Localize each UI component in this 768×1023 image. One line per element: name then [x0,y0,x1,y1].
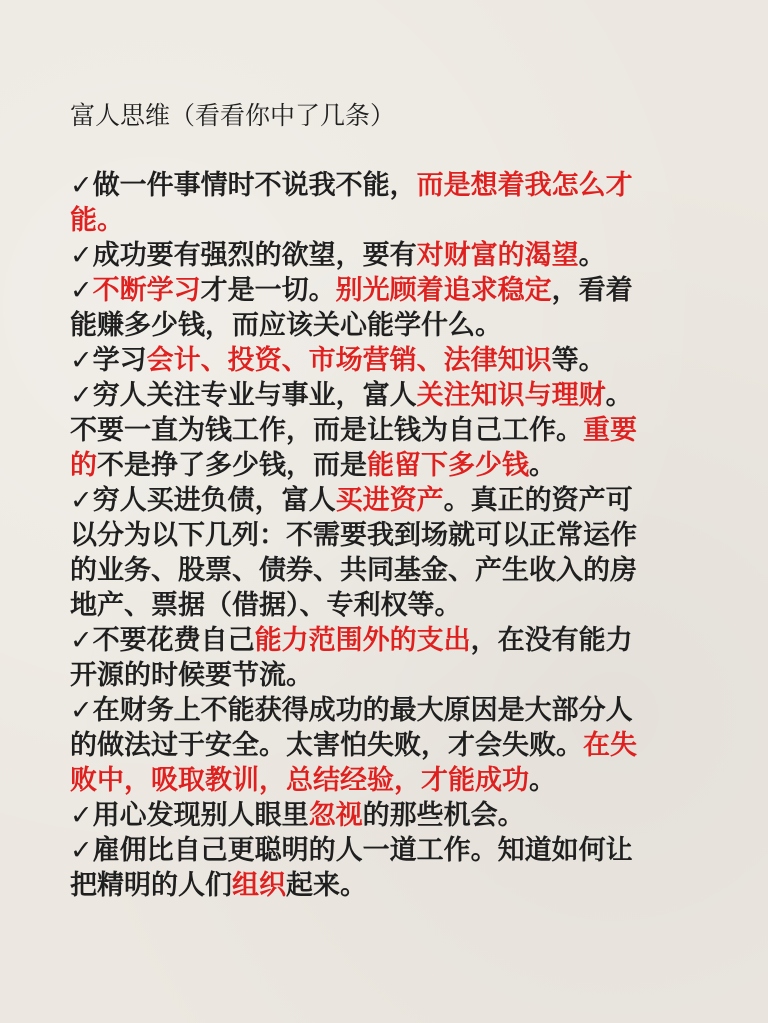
highlighted-text: 忽视 [308,800,363,831]
body-text: ✓ [70,275,93,306]
highlighted-text: 能。 [70,205,124,236]
body-text: 不是挣了多少钱，而是 [97,450,367,481]
text-line [70,273,710,308]
body-text: 。 [529,450,556,481]
highlighted-text: 而是想着我怎么才 [416,170,633,201]
highlighted-text: 会计、投资、市场营销、法律知识 [146,345,552,376]
highlighted-text: 不断学习 [92,275,201,306]
text-line [70,483,710,518]
body-text: 的那些机会。 [362,800,525,831]
highlighted-text: 买进资产 [335,485,444,516]
body-text: 等。 [551,345,606,376]
text-line [70,868,710,903]
text-line [70,203,710,238]
page-title: 富人思维（看看你中了几条） [70,101,396,130]
highlighted-text: 败中，吸取教训，总结经验，才能成功 [70,765,529,796]
body-text: ✓穷人关注专业与事业，富人 [70,380,417,411]
text-line [70,168,710,203]
text-line [70,413,710,448]
body-text: 开源的时候要节流。 [70,660,313,691]
text-line [70,378,710,413]
body-text: 不要一直为钱工作，而是让钱为自己工作。 [70,415,583,446]
document-page [70,96,710,903]
body-text: 才是一切。 [200,275,336,306]
text-line [70,553,710,588]
body-text: ✓用心发现别人眼里 [70,800,309,831]
text-line [70,623,710,658]
body-text: 。 [605,380,633,411]
body-text: ✓做一件事情时不说我不能， [70,170,417,201]
highlighted-text: 的 [70,450,97,481]
text-line [70,798,710,833]
text-line [70,343,710,378]
body-text: ✓雇佣比自己更聪明的人一道工作。知道如何让 [70,835,633,866]
body-text: 能赚多少钱，而应该关心能学什么。 [70,310,502,341]
text-line [70,448,710,483]
text-line [70,588,710,623]
text-line [70,238,710,273]
body-text: ✓不要花费自己 [70,625,255,656]
highlighted-text: 对财富的渴望 [416,240,579,271]
highlighted-text: 能留下多少钱 [367,450,529,481]
text-line [70,763,710,798]
text-line [70,833,710,868]
text-line [70,518,710,553]
highlighted-text: 别光顾着追求稳定 [335,275,552,306]
body-text: 。 [578,240,606,271]
text-line [70,728,710,763]
body-text: ✓学习 [70,345,147,376]
body-text: 地产、票据（借据）、专利权等。 [70,590,462,621]
highlighted-text: 重要 [583,415,637,446]
text-line [70,658,710,693]
body-text: 的业务、股票、债券、共同基金、产生收入的房 [70,555,637,586]
body-text: 以分为以下几列：不需要我到场就可以正常运作 [70,520,637,551]
highlighted-text: 关注知识与理财 [416,380,606,411]
highlighted-text: 在失 [583,730,637,761]
body-text: 的做法过于安全。太害怕失败，才会失败。 [70,730,583,761]
body-text: 把精明的人们 [70,870,232,901]
body-text: ，在没有能力 [470,625,633,656]
body-text: ，看着 [551,275,633,306]
highlighted-text: 组织 [232,870,286,901]
document-body [70,168,710,903]
text-line [70,693,710,728]
highlighted-text: 能力范围外的支出 [254,625,471,656]
body-text: ✓在财务上不能获得成功的最大原因是大部分人 [70,695,633,726]
body-text: ✓穷人买进负债，富人 [70,485,336,516]
text-line [70,308,710,343]
body-text: 起来。 [286,870,367,901]
body-text: 。真正的资产可 [443,485,633,516]
body-text: ✓成功要有强烈的欲望，要有 [70,240,417,271]
body-text: 。 [529,765,556,796]
